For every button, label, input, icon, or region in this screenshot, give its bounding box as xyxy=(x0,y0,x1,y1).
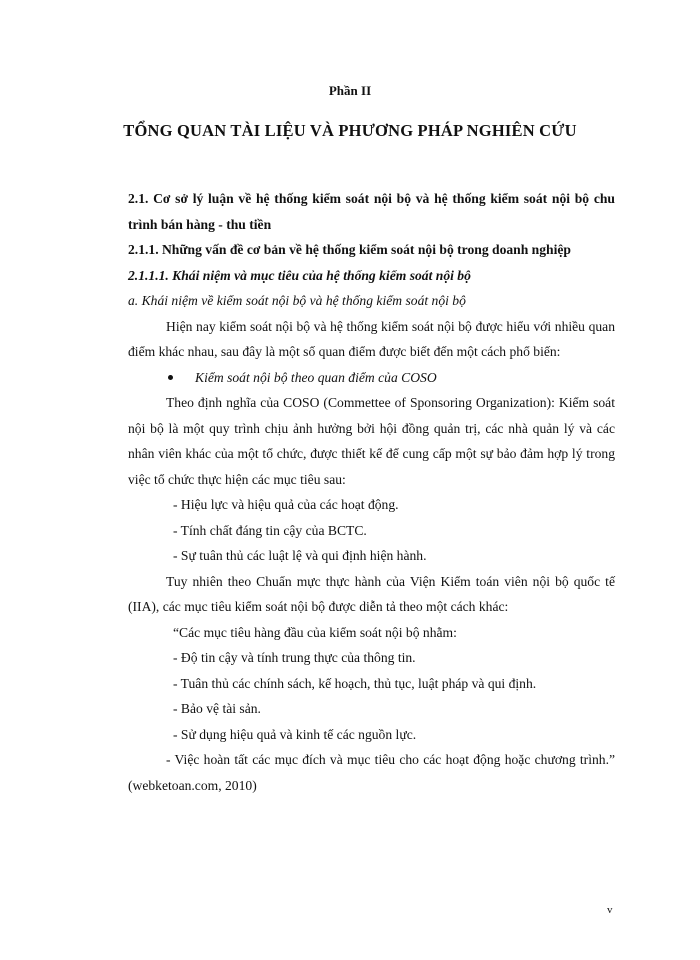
list-item: - Bảo vệ tài sản. xyxy=(173,701,261,716)
chapter-title: TỔNG QUAN TÀI LIỆU VÀ PHƯƠNG PHÁP NGHIÊN CỨU xyxy=(123,121,577,140)
list-item: - Sự tuân thủ các luật lệ và qui định hiện hành. xyxy=(173,548,427,563)
list-item: - Độ tin cậy và tính trung thực của thông tin. xyxy=(173,650,416,665)
part-label: Phần II xyxy=(328,83,372,98)
list-item: - Tính chất đáng tin cậy của BCTC. xyxy=(173,522,367,538)
bullet-item-coso xyxy=(128,365,615,391)
paragraph-iia: Tuy nhiên theo Chuẩn mực thực hành của Viện Kiểm toán viên nội bộ quốc tế (IIA), các mục tiêu kiểm soát nội bộ được diễn tả theo một cách khác: xyxy=(128,573,615,614)
quote-open: “Các mục tiêu hàng đầu của kiểm soát nội bộ nhằm: xyxy=(173,624,457,640)
bullet-text: Kiểm soát nội bộ theo quan điểm của COSO xyxy=(195,369,437,385)
page-number: v xyxy=(607,904,613,916)
list-item: - Hiệu lực và hiệu quả của các hoạt động. xyxy=(173,497,399,512)
list-item: - Sử dụng hiệu quả và kinh tế các nguồn lực. xyxy=(173,726,417,742)
paragraph-intro: Hiện nay kiểm soát nội bộ và hệ thống kiểm soát nội bộ được hiểu với nhiều quan điểm khác nhau, sau đây là một số quan điểm được biết đến một cách phổ biến: xyxy=(128,318,615,359)
subheading-a: a. Khái niệm về kiểm soát nội bộ và hệ thống kiểm soát nội bộ xyxy=(128,293,466,308)
bullet-icon xyxy=(168,375,173,380)
document-body xyxy=(128,186,615,798)
list-item-last: - Việc hoàn tất các mục đích và mục tiêu cho các hoạt động hoặc chương trình.” (webketoan.com, 2010) xyxy=(128,752,615,793)
list-item: - Tuân thủ các chính sách, kế hoạch, thủ tục, luật pháp và qui định. xyxy=(173,675,537,691)
heading-2-1-1: 2.1.1. Những vấn đề cơ bản về hệ thống kiểm soát nội bộ trong doanh nghiệp xyxy=(128,242,571,257)
heading-2-1-1-1: 2.1.1.1. Khái niệm và mục tiêu của hệ thống kiểm soát nội bộ xyxy=(128,267,471,283)
heading-2-1: 2.1. Cơ sở lý luận về hệ thống kiểm soát nội bộ và hệ thống kiểm soát nội bộ chu trình bán hàng - thu tiền xyxy=(128,191,615,232)
paragraph-coso-definition: Theo định nghĩa của COSO (Commettee of Sponsoring Organization): Kiểm soát nội bộ là một quy trình chịu ảnh hưởng bởi hội đồng quản trị, các nhà quản lý và các nhân viên khác của một tổ chức, được thiết kế để cung cấp một sự bảo đảm hợp lý trong việc tổ chức thực hiện các mục tiêu sau: xyxy=(128,395,615,487)
